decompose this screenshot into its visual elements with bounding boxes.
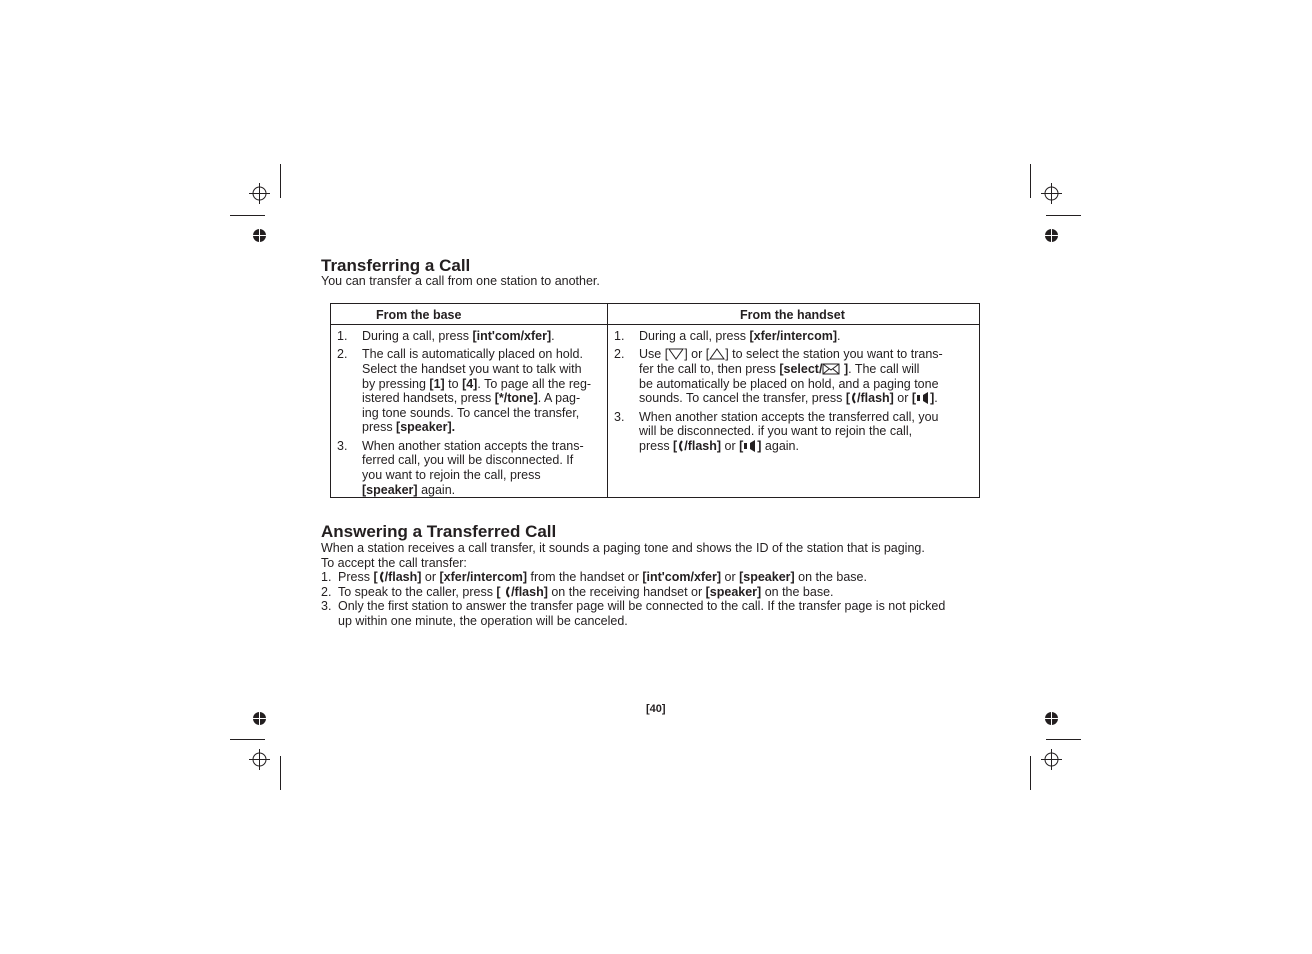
registration-mark-icon	[1041, 183, 1062, 204]
crop-line	[1046, 215, 1081, 216]
header-rule	[331, 324, 979, 325]
registration-dot-icon	[1045, 712, 1058, 725]
registration-mark-icon	[249, 183, 270, 204]
registration-dot-icon	[1045, 229, 1058, 242]
crop-line	[1030, 756, 1031, 790]
crop-line	[1046, 739, 1081, 740]
registration-mark-icon	[1041, 749, 1062, 770]
up-arrow-icon	[709, 348, 725, 360]
list-item: 1. Press [ /flash] or [xfer/intercom] from the handset or [int'com/xfer] or [speaker] on the base.	[321, 570, 867, 584]
section-title-answering: Answering a Transferred Call	[321, 522, 557, 541]
registration-dot-icon	[253, 229, 266, 242]
section-intro: You can transfer a call from one station to another.	[321, 274, 600, 288]
talk-phone-icon	[504, 586, 511, 598]
speakerphone-icon	[743, 440, 757, 452]
list-item: 1. During a call, press [int'com/xfer].	[337, 329, 555, 343]
crop-line	[1030, 164, 1031, 198]
crop-line	[230, 215, 265, 216]
envelope-icon	[822, 363, 840, 375]
page-number: [40]	[646, 703, 666, 715]
column-header-handset: From the handset	[740, 308, 845, 322]
crop-line	[280, 756, 281, 790]
section-title-transferring: Transferring a Call	[321, 256, 471, 275]
list-item: 3. When another station accepts the transferred call, you will be disconnected. if you want to rejoin the call, press [ /flash] or [ ] again.	[614, 409, 939, 453]
transfer-table	[330, 303, 980, 498]
registration-dot-icon	[253, 712, 266, 725]
handset-steps	[609, 329, 977, 457]
list-item: 1. During a call, press [xfer/intercom].	[614, 329, 841, 343]
list-item: 3. When another station accepts the trans- ferred call, you will be disconnected. If you want to rejoin the call, press [speaker] again.	[337, 438, 584, 497]
crop-line	[230, 739, 265, 740]
accept-steps	[321, 570, 981, 628]
section-intro: When a station receives a call transfer, it sounds a paging tone and shows the ID of the station that is paging. To accept the call transfer:	[321, 541, 925, 570]
list-item: 2. The call is automatically placed on hold. Select the handset you want to talk with by pressing [1] to [4]. To page all the reg- istered handsets, press [*/tone]. A pag- ing tone sounds. To cancel the transfer, press [speaker].	[337, 347, 592, 435]
column-divider	[607, 304, 608, 497]
talk-phone-icon	[850, 392, 857, 404]
list-item: 2. To speak to the caller, press [ /flash] on the receiving handset or [speaker] on the base.	[321, 584, 834, 599]
down-arrow-icon	[668, 348, 684, 360]
registration-mark-icon	[249, 749, 270, 770]
list-item: 3. Only the first station to answer the transfer page will be connected to the call. If the transfer page is not picked up within one minute, the operation will be canceled.	[321, 599, 946, 628]
speakerphone-icon	[916, 392, 930, 404]
base-steps	[332, 329, 604, 501]
list-item: 2. Use [ ] or [ ] to select the station you want to trans- fer the call to, then press [select/ ]. The call will be automatically be placed on hold, and a paging tone sounds. To cancel the transfer, press [ /flash] or [ ].	[614, 347, 943, 406]
crop-line	[280, 164, 281, 198]
column-header-base: From the base	[376, 308, 462, 322]
talk-phone-icon	[378, 571, 385, 583]
